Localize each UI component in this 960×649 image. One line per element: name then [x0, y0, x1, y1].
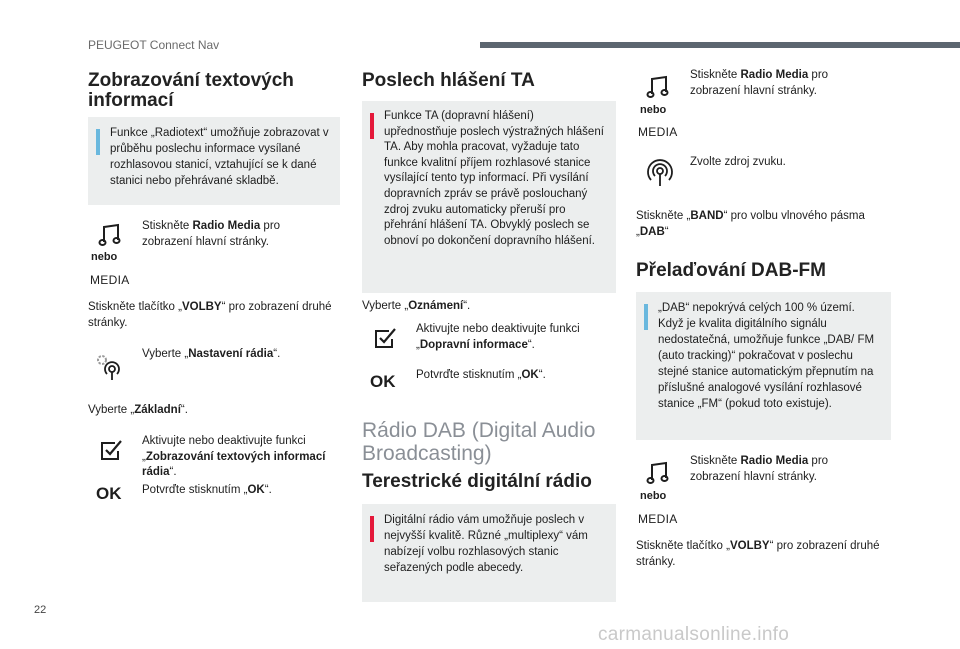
step-text: Aktivujte nebo deaktivujte funkci „Zobrazování textových informací rádia“. [142, 435, 326, 478]
section-heading-text-info: Zobrazování textových informací [88, 70, 294, 111]
step-text: Stiskněte Radio Media pro zobrazení hlavní stránky. [690, 455, 829, 483]
page-number: 22 [34, 604, 47, 616]
checkbox-icon [100, 439, 124, 461]
section-heading-terrestrial: Terestrické digitální rádio [362, 471, 592, 492]
ok-icon: OK [370, 372, 396, 391]
info-text: Funkce „Radiotext“ umožňuje zobrazovat v průběhu poslechu informace vysílané rozhlasovou stanicí, vztahující se k dané stanici nebo přehrávané skladbě. [110, 127, 329, 187]
warning-text: Digitální rádio vám umožňuje poslech v nejvyšší kvalitě. Různé „multiplexy“ vám nabízejí volbu rozhlasových stanic seřazených podle abecedy. [384, 514, 588, 574]
media-label: MEDIA [90, 273, 130, 287]
music-note-icon [646, 460, 672, 486]
header-title: PEUGEOT Connect Nav [88, 38, 220, 52]
step-text: Vyberte „Nastavení rádia“. [142, 348, 281, 360]
step-text: Stiskněte „BAND“ pro volbu vlnového pásma „DAB“ [636, 210, 865, 238]
watermark: carmanualsonline.info [598, 624, 790, 645]
step-text: Zvolte zdroj zvuku. [690, 156, 786, 168]
step-text: Stiskněte tlačítko „VOLBY“ pro zobrazení druhé stránky. [636, 540, 880, 568]
step-text: Stiskněte Radio Media pro zobrazení hlavní stránky. [690, 69, 829, 97]
media-label: MEDIA [638, 125, 678, 139]
info-bar [644, 304, 648, 330]
or-label: nebo [640, 104, 667, 116]
music-note-icon [646, 74, 672, 100]
step-text: Vyberte „Oznámení“. [362, 300, 471, 312]
warning-bar [370, 113, 374, 139]
section-heading-dab-fm: Přelaďování DAB-FM [636, 260, 826, 281]
step-text: Stiskněte tlačítko „VOLBY“ pro zobrazení druhé stránky. [88, 301, 332, 329]
step-text: Vyberte „Základní“. [88, 404, 188, 416]
warning-bar [370, 516, 374, 542]
radio-settings-icon [94, 352, 126, 382]
info-box-radiotext [88, 117, 340, 205]
or-label: nebo [640, 490, 667, 502]
media-label: MEDIA [638, 512, 678, 526]
step-text: Potvrďte stisknutím „OK“. [416, 369, 546, 381]
ok-icon: OK [96, 484, 122, 503]
info-text: „DAB“ nepokrývá celých 100 % území. Když je kvalita digitálního signálu nedostatečná, umožňuje funkce „DAB/ FM (auto tracking)“ pokračovat v poslechu stejné stanice automatickým přepnutím na příslušné analogové vysílání rozhlasové stanice „FM“ (pokud toto existuje). [658, 302, 875, 410]
checkbox-icon [374, 327, 398, 349]
music-note-icon [98, 222, 124, 248]
or-label: nebo [91, 251, 118, 263]
warning-box-dab [362, 504, 616, 602]
warning-text: Funkce TA (dopravní hlášení) upřednostňuje poslech výstražných hlášení TA. Aby mohla pracovat, vyžaduje tato funkce kvalitní příjem rozhlasové stanice vysílající tento typ informací. Při vysílání dopravních zpráv se právě poslouchaný zdroj zvuku automaticky přeruší pro přehrání hlášení TA. Obvyklý poslech se obnoví po dokončení dopravního hlášení. [384, 110, 604, 247]
radio-source-icon [646, 157, 674, 187]
info-box-dab-fm [636, 292, 891, 440]
section-heading-ta: Poslech hlášení TA [362, 70, 535, 91]
step-text: Aktivujte nebo deaktivujte funkci „Dopravní informace“. [416, 323, 580, 351]
step-text: Stiskněte Radio Media pro zobrazení hlavní stránky. [142, 220, 281, 248]
step-text: Potvrďte stisknutím „OK“. [142, 484, 272, 496]
info-bar [96, 129, 100, 155]
section-heading-dab: Rádio DAB (Digital Audio Broadcasting) [362, 419, 596, 465]
warning-box-ta [362, 101, 616, 293]
header-bar [480, 42, 960, 48]
